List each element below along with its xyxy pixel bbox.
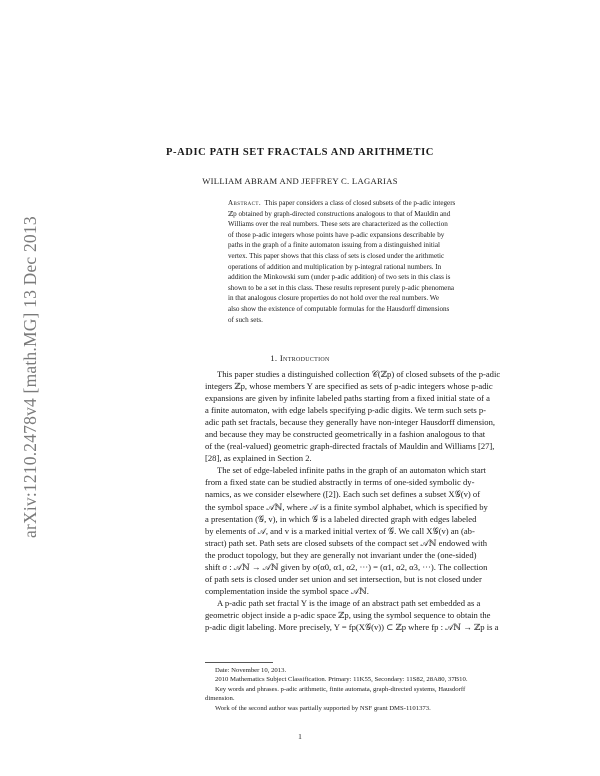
abstract-line: Abstract. This paper considers a class of closed subsets of the p-adic integers [228, 199, 456, 207]
paper-title: P-ADIC PATH SET FRACTALS AND ARITHMETIC [166, 147, 434, 158]
body-line: The set of edge-labeled infinite paths in the graph of an automaton which start [217, 465, 486, 476]
body-line: a finite automaton, with edge labels specifying p-adic digits. We term such sets p- [205, 405, 486, 416]
body-line: from a fixed state can be studied abstractly in terms of one-sided symbolic dy- [205, 477, 475, 488]
abstract-line: addition the Minkowski sum (under p-adic addition) of two sets in this class is [228, 273, 451, 282]
body-line: a presentation (𝒢, v), in which 𝒢 is a labeled directed graph with edges labeled [205, 513, 477, 524]
abstract-line: Williams over the real numbers. These sets are characterized as the collection [228, 220, 448, 229]
body-line: [28], as explained in Section 2. [205, 453, 312, 464]
body-text [205, 368, 500, 633]
abstract [228, 198, 582, 325]
abstract-line: ℤp obtained by graph-directed constructions analogous to that of Mauldin and [228, 209, 451, 218]
abstract-line: also show the existence of computable formulas for the Hausdorff dimensions [228, 304, 450, 313]
body-line: namics, as we consider elsewhere ([2]). Each such set defines a subset X𝒢(v) of [205, 489, 481, 500]
abstract-line: vertex. This paper shows that this class of sets is closed under the arithmetic [228, 251, 445, 260]
body-line: shift σ : 𝒜ℕ → 𝒜ℕ given by σ(α0, α1, α2, ···) = (α1, α2, α3, ···). The collection [205, 561, 488, 572]
body-line: of the (real-valued) geometric graph-directed fractals of Mauldin and Williams [27], [205, 441, 495, 452]
body-line: stract) path set. Path sets are closed subsets of the compact set 𝒜ℕ endowed with [205, 537, 488, 548]
footnotes [205, 666, 468, 713]
paper-authors: WILLIAM ABRAM AND JEFFREY C. LAGARIAS [202, 176, 398, 186]
body-line: A p-adic path set fractal Y is the image of an abstract path set embedded as a [217, 597, 481, 608]
body-line: by elements of 𝒜, and v is a marked initial vertex of 𝒢. We call X𝒢(v) an (ab- [205, 525, 475, 536]
body-line: and because they may be constructed geometrically in a fashion analogous to that [205, 429, 486, 440]
abstract-line: paths in the graph of a finite automaton issuing from a distinguished initial [228, 241, 440, 250]
body-line: integers ℤp, whose members Y are specified as sets of p-adic integers whose p-adic [205, 381, 493, 392]
abstract-label: Abstract. [228, 199, 262, 207]
footnote-date: Date: November 10, 2013. [215, 667, 287, 674]
abstract-line: shown to be a set in this class. These results represent purely p-adic phenomena [228, 283, 455, 292]
footnote-rule [205, 662, 273, 663]
body-line: This paper studies a distinguished collection 𝒞(ℤp) of closed subsets of the p-adic [217, 369, 501, 379]
body-line: p-adic digit labeling. More precisely, Y = fp(X𝒢(v)) ⊂ ℤp where fp : 𝒜ℕ → ℤp is a [205, 621, 499, 632]
body-line: of path sets is closed under set union and set intersection, but is not closed under [205, 573, 482, 584]
abstract-line: of such sets. [228, 315, 263, 324]
footnote-funding: Work of the second author was partially supported by NSF grant DMS-1101373. [215, 704, 431, 712]
footnote-keywords-cont: dimension. [205, 695, 235, 703]
page-number: 1 [298, 732, 302, 741]
section-heading: 1. Introduction [270, 353, 330, 363]
body-line: geometric object inside a p-adic space ℤp, using the symbol sequence to obtain the [205, 609, 491, 620]
arxiv-identifier: arXiv:1210.2478v4 [math.MG] 13 Dec 2013 [20, 216, 40, 538]
body-line: complementation inside the symbol space 𝒜ℕ. [205, 585, 369, 596]
body-line: adic path set fractals, because they generally have non-integer Hausdorff dimension, [205, 417, 496, 428]
abstract-line: in that analogous closure properties do not hold over the real numbers. We [228, 294, 440, 303]
footnote-msc: 2010 Mathematics Subject Classification. Primary: 11K55, Secondary: 11S82, 28A80, 37B10. [215, 676, 468, 684]
body-line: the symbol space 𝒜ℕ, where 𝒜 is a finite symbol alphabet, which is specified by [205, 501, 488, 512]
footnote-keywords: Key words and phrases. p-adic arithmetic, finite automata, graph-directed systems, Hausdorff [215, 685, 466, 693]
abstract-line: operations of addition and multiplication by p-integral rational numbers. In [228, 262, 442, 271]
abstract-line: of those p-adic integers whose points have p-adic expansions describable by [228, 230, 445, 239]
body-line: the product topology, but they are generally not invariant under the (one-sided) [205, 549, 477, 560]
body-line: expansions are given by infinite labeled paths starting from a fixed initial state of a [205, 393, 490, 404]
